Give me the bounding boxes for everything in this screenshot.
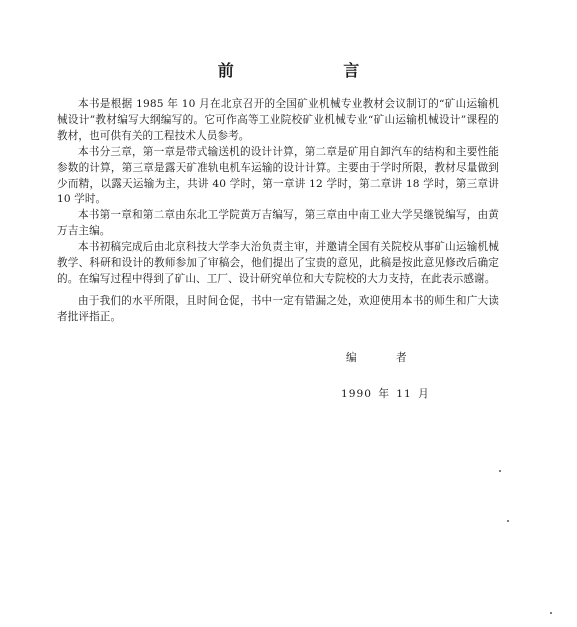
page-title: 前 言 (217, 61, 412, 80)
paragraph-5: 由于我们的水平所限，且时间仓促，书中一定有错漏之处，欢迎使用本书的师生和广大读者批评指正。 (57, 294, 499, 323)
paragraph-2: 本书分三章，第一章是带式输送机的设计计算，第二章是矿用自卸汽车的结构和主要性能参数的计算，第三章是露天矿准轨电机车运输的设计计算。主要由于学时所限，教材尽量做到少而精，以露天运输为主，共讲 40 学时，第一章讲 12 学时，第二章讲 18 学时，第三章讲 10 学时。 (57, 145, 499, 206)
paragraph-4: 本书初稿完成后由北京科技大学李大治负责主审，并邀请全国有关院校从事矿山运输机械教学、科研和设计的教师参加了审稿会，他们提出了宝贵的意见，此稿是按此意见修改后确定的。在编写过程中得到了矿山、工厂、设计研究单位和大专院校的大力支持，在此表示感谢。 (57, 241, 499, 285)
preface-date: 1990 年 11 月 (341, 388, 430, 400)
scan-speck (499, 470, 501, 472)
scan-speck (550, 612, 552, 614)
preface-body (57, 97, 499, 326)
paragraph-1: 本书是根据 1985 年 10 月在北京召开的全国矿业机械专业教材会议制订的“矿山运输机械设计”教材编写大纲编写的。它可作高等工业院校矿业机械专业“矿山运输机械设计”课程的教材，也可供有关的工程技术人员参考。 (57, 98, 499, 142)
scan-speck (507, 520, 509, 522)
author-signature: 编 者 (346, 352, 425, 364)
paragraph-3: 本书第一章和第二章由东北工学院黄万吉编写，第三章由中南工业大学吴继锐编写，由黄万吉主编。 (57, 209, 499, 238)
